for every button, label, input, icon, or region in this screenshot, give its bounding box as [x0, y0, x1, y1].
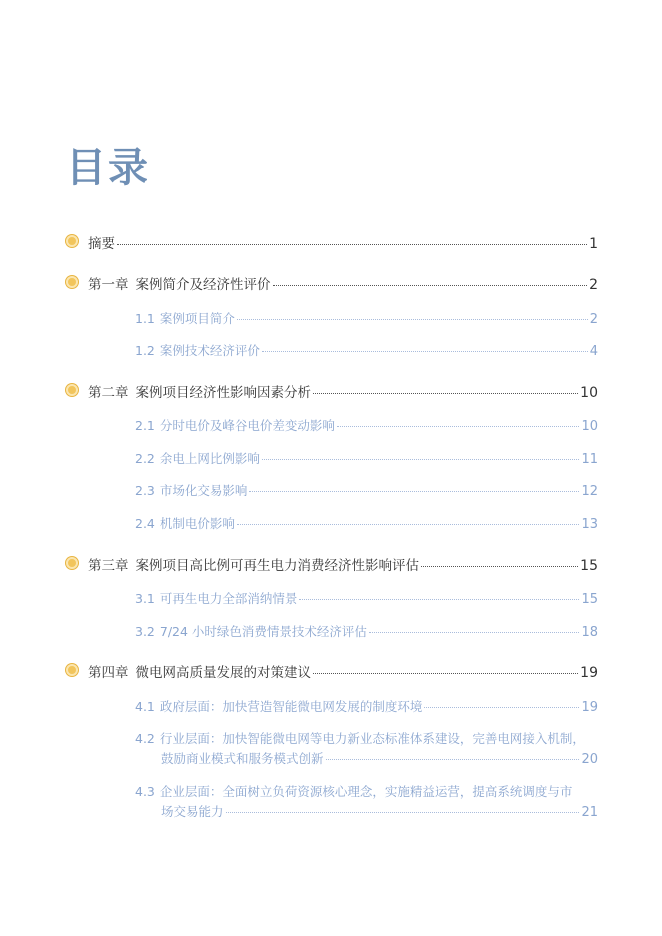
toc-entry-4-2-cont[interactable]	[161, 749, 598, 767]
leader-dots	[424, 707, 579, 708]
toc-page: 10	[581, 419, 598, 434]
leader-dots	[337, 426, 580, 427]
toc-number: 3.2	[135, 624, 155, 639]
toc-page: 19	[580, 665, 598, 681]
toc-title: 案例技术经济评价	[159, 343, 260, 358]
page-title: 目录	[66, 145, 150, 191]
toc-title: 案例项目简介	[159, 311, 235, 326]
leader-dots	[226, 812, 580, 813]
toc-entry-4-3[interactable]	[135, 782, 572, 800]
toc-page: 18	[581, 625, 598, 640]
toc-page: 20	[581, 752, 598, 767]
leader-dots	[262, 351, 588, 352]
toc-title-continued: 鼓励商业模式和服务模式创新	[161, 751, 324, 766]
toc-entry-1-2[interactable]	[135, 341, 598, 359]
toc-title: 7/24 小时绿色消费情景技术经济评估	[159, 624, 367, 639]
bullet-icon	[66, 276, 78, 288]
toc-title: 案例简介及经济性评价	[135, 277, 271, 293]
toc-number: 2.1	[135, 418, 155, 433]
toc-title: 政府层面：加快营造智能微电网发展的制度环境	[159, 699, 423, 714]
toc-entry-4-3-cont[interactable]	[161, 802, 598, 820]
leader-dots	[262, 459, 580, 460]
leader-dots	[299, 599, 579, 600]
leader-dots	[237, 319, 588, 320]
toc-number: 第二章	[88, 385, 129, 401]
leader-dots	[369, 632, 580, 633]
bullet-icon	[66, 384, 78, 396]
toc-entry-2-1[interactable]	[135, 416, 598, 434]
toc-title: 企业层面：全面树立负荷资源核心理念，实施精益运营，提高系统调度与市	[159, 784, 573, 799]
toc-number: 3.1	[135, 591, 155, 606]
toc-entry-2-2[interactable]	[135, 449, 598, 467]
toc-entry-chapter-3[interactable]	[66, 554, 598, 574]
toc-number: 第四章	[88, 665, 129, 681]
toc-title: 微电网高质量发展的对策建议	[135, 665, 311, 681]
toc-entry-abstract[interactable]	[66, 232, 598, 252]
toc-title-continued: 场交易能力	[161, 804, 224, 819]
toc-title: 案例项目高比例可再生电力消费经济性影响评估	[135, 558, 419, 574]
toc-title: 分时电价及峰谷电价差变动影响	[159, 418, 335, 433]
toc-entry-chapter-2[interactable]	[66, 381, 598, 401]
toc-title: 余电上网比例影响	[159, 451, 260, 466]
toc-page: 10	[580, 385, 598, 401]
toc-number: 4.3	[135, 784, 155, 799]
toc-number: 2.2	[135, 451, 155, 466]
toc-entry-3-2[interactable]	[135, 622, 598, 640]
toc-page: 4	[589, 344, 598, 359]
toc-page: 2	[589, 277, 598, 293]
toc-number: 4.1	[135, 699, 155, 714]
toc-entry-3-1[interactable]	[135, 589, 598, 607]
leader-dots	[237, 524, 580, 525]
toc-page: 13	[581, 517, 598, 532]
toc-number: 2.3	[135, 483, 155, 498]
toc-page: 15	[580, 558, 598, 574]
toc-number: 4.2	[135, 731, 155, 746]
leader-dots	[313, 393, 578, 394]
leader-dots	[326, 759, 580, 760]
toc-entry-2-4[interactable]	[135, 514, 598, 532]
leader-dots	[117, 244, 587, 245]
toc-title: 摘要	[88, 236, 115, 252]
toc-entry-chapter-4[interactable]	[66, 661, 598, 681]
toc-page: 21	[581, 805, 598, 820]
toc-number: 1.1	[135, 311, 155, 326]
toc-entry-1-1[interactable]	[135, 309, 598, 327]
leader-dots	[273, 285, 588, 286]
toc-number: 第三章	[88, 558, 129, 574]
toc-page: 2	[589, 312, 598, 327]
toc-entry-2-3[interactable]	[135, 481, 598, 499]
bullet-icon	[66, 664, 78, 676]
toc-title: 案例项目经济性影响因素分析	[135, 385, 311, 401]
toc-page: 15	[581, 592, 598, 607]
toc-title: 行业层面：加快智能微电网等电力新业态标准体系建设，完善电网接入机制，	[159, 731, 585, 746]
toc-page: 1	[589, 236, 598, 252]
toc-page: 11	[581, 452, 598, 467]
toc-page: 12	[581, 484, 598, 499]
leader-dots	[249, 491, 579, 492]
toc-page: 19	[581, 700, 598, 715]
toc-entry-4-2[interactable]	[135, 729, 585, 747]
toc-number: 2.4	[135, 516, 155, 531]
toc-title: 机制电价影响	[159, 516, 235, 531]
bullet-icon	[66, 235, 78, 247]
leader-dots	[313, 673, 578, 674]
toc-title: 市场化交易影响	[159, 483, 248, 498]
toc-number: 第一章	[88, 277, 129, 293]
toc-number: 1.2	[135, 343, 155, 358]
toc-entry-4-1[interactable]	[135, 697, 598, 715]
toc-entry-chapter-1[interactable]	[66, 273, 598, 293]
leader-dots	[421, 566, 578, 567]
bullet-icon	[66, 557, 78, 569]
toc-title: 可再生电力全部消纳情景	[159, 591, 298, 606]
